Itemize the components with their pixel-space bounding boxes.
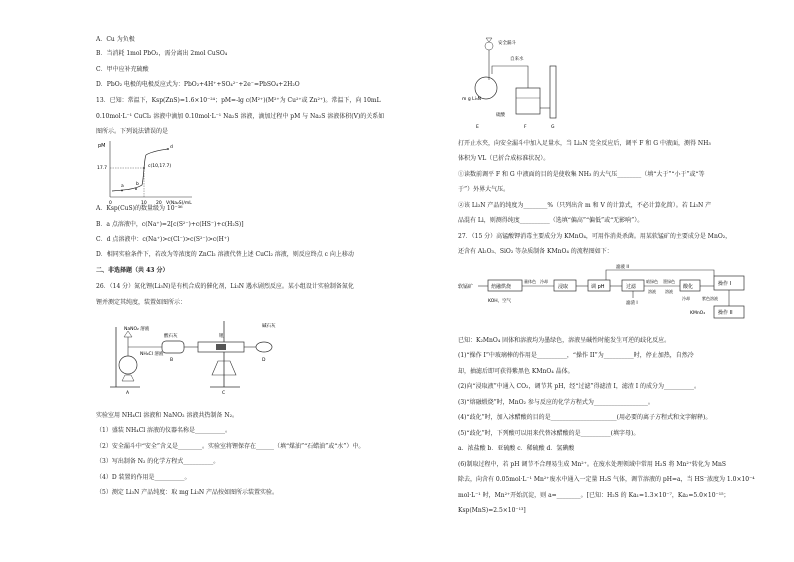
flow-label-5: 墨绿色 xyxy=(663,279,675,284)
q26-cont-3: 于”）外界大气压。 xyxy=(458,186,510,193)
graph-label-a: a xyxy=(121,184,124,189)
graph-label-c-annotation: c(10,17.7) xyxy=(148,164,172,169)
lithium-sample xyxy=(216,344,226,350)
graph-point-c xyxy=(143,167,145,169)
label-soda-lime: 碱石灰 xyxy=(262,324,276,329)
q12-option-c: C．甲中应补充硫酸 xyxy=(96,66,149,73)
q27-stem-line-2: 还含有 Al₂O₃、SiO₂ 等杂质制备 KMnO₄ 的流程图如下： xyxy=(458,248,613,255)
flow-label-4: 溶液 xyxy=(648,289,656,294)
flow-label-7: 冷却 xyxy=(682,296,690,301)
flask-e xyxy=(475,77,497,99)
q27-body-1: (1)“操作 I”中玻璃棒的作用是__________，“操作 II”为__________时，停止加热，自然冷 xyxy=(458,352,694,359)
q13-option-b: B．a 点溶液中，c(Na⁺)=2[c(S²⁻)+c(HS⁻)+c(H₂S)] xyxy=(96,221,244,228)
q26-cont-0: 打开止水夹，向安全漏斗中加入足量水，当 Li₃N 完全反应后，调平 F 和 G 中液面，测得 NH₃ xyxy=(458,140,711,147)
q27-stem-line-1: 27．（15 分）高锰酸钾消毒主要成分为 KMnO₄，可用作消炎杀菌。用某软锰矿的主要成分是 MnO₂， xyxy=(458,233,732,240)
q26-body-2: （2）安全漏斗中“安全”含义是________。实验室将锂保存在______（填“煤油”“石蜡油”或“水”）中。 xyxy=(96,443,365,450)
letter-e: E xyxy=(476,125,479,130)
label-sulfuric: 硫酸 xyxy=(496,113,505,118)
q12-option-b: B．当消耗 1mol PbO₂，需分离出 2mol CuSO₄ xyxy=(96,50,228,57)
q13-stem-line-3: 图所示。下列说法错误的是 xyxy=(96,128,169,135)
letter-a: A xyxy=(126,391,130,395)
q27-body-5: (4)“歧化”时，加入冰醋酸的目的是______________________(用必要的离子方程式和文字解释)。 xyxy=(458,414,712,421)
q26-cont-4: ②该 Li₃N 产品的纯度为________%（只列出含 m 和 V 的计算式，不必计算化简）。若 Li₃N 产 xyxy=(458,202,712,209)
q26-stem-line-2: 锂并测定其纯度，装置如图所示： xyxy=(96,299,187,306)
flow-label-6: 溶液 xyxy=(665,289,673,294)
graph-x-axis-label: V(Na₂S)/mL xyxy=(166,201,192,205)
safety-funnel-top xyxy=(486,38,492,42)
flow-input-koh: KOH、空气 xyxy=(488,299,512,304)
q27-body-6: (5)“歧化”时，下列酸可以用来代替冰醋酸的是__________(填字母)。 xyxy=(458,430,640,437)
bottle-f xyxy=(516,88,540,114)
q26-cont-1: 体积为 VL（已折合成标准状况）。 xyxy=(458,155,550,162)
label-water-clamp: 自来水 xyxy=(510,57,524,62)
flow-residue: 滤渣 I xyxy=(626,301,638,306)
letter-d: D xyxy=(262,358,266,363)
q26-body-0: 实验室用 NH₄Cl 溶液和 NaNO₂ 溶液共热制备 N₂。 xyxy=(96,412,238,419)
flow-box-acidify-label: 酸化 xyxy=(683,284,694,290)
burner-a xyxy=(122,375,134,381)
flow-label-3: 暗绿色 xyxy=(646,279,658,284)
q26-cont-2: ①读数前调平 F 和 G 中液面的目的是使收集 NH₃ 的大气压________（填“大于”“小于”或“等 xyxy=(458,171,705,178)
graph-y-tick: 17.7 xyxy=(97,166,108,171)
q27-body-3: (2)向“浸取液”中通入 CO₂，调节其 pH，经“过滤”得滤渣 I，滤渣 I 的成分为__________。 xyxy=(458,383,701,390)
flow-start: 软锰矿 xyxy=(458,284,474,290)
q27-body-7: a．浓盐酸 b．亚硫酸 c．稀硫酸 d．氢碘酸 xyxy=(458,445,575,452)
q26-body-3: （3）写出制备 N₂ 的化学方程式__________。 xyxy=(96,458,220,465)
q13-option-c: C．d 点溶液中：c(Na⁺)>c(Cl⁻)>c(S²⁻)>c(H⁺) xyxy=(96,236,230,243)
flow-box-ph-label: 调 pH xyxy=(591,284,605,290)
flow-box-op2-label: 操作 II xyxy=(718,310,733,316)
q26-cont-5: 品混有 Li，则测得纯度__________（选填“偏高”“偏低”或“无影响”）。 xyxy=(458,217,644,224)
graph-label-b: b xyxy=(136,182,139,187)
section-2-heading: 二、非选择题（共 43 分） xyxy=(96,267,169,274)
graph-x-tick-20: 20 xyxy=(156,201,162,205)
label-acid-lime: 酸石灰 xyxy=(164,334,178,339)
q27-body-8: (6)制取过程中，若 pH 调节不合理易生成 Mn²⁺。在废水处理领域中常用 H₂S 将 Mn²⁺转化为 MnS xyxy=(458,461,726,468)
q27-body-2: 却，抽滤后即可获得紫黑色 KMnO₄ 晶体。 xyxy=(458,368,574,375)
burette-g xyxy=(550,66,556,118)
label-sample: m g Li₃N xyxy=(462,97,482,102)
letter-c: C xyxy=(222,391,226,395)
flow-recycle-label: 滤液 II xyxy=(616,265,630,270)
q26-body-5: （5）测定 Li₃N 产品纯度：取 mg Li₃N 产品按如图所示装置实验。 xyxy=(96,489,279,496)
flow-label-8: 紫色溶液 xyxy=(702,296,718,301)
graph-point-d xyxy=(167,148,169,150)
ammonia-measuring-apparatus xyxy=(458,28,568,132)
kmno4-flowchart xyxy=(458,262,758,326)
graph-point-a xyxy=(121,190,123,192)
flask-a xyxy=(119,356,137,374)
drying-tube-d xyxy=(256,342,272,352)
q26-body-1: （1）盛装 NH₄Cl 溶液的仪器名称是__________。 xyxy=(96,427,232,434)
flow-box-fusion-label: 焙融烘烧 xyxy=(491,284,512,290)
graph-point-b xyxy=(135,188,137,190)
graph-label-d: d xyxy=(170,145,173,150)
q12-option-a: A．Cu 为负极 xyxy=(96,36,135,43)
q13-option-a: A．Ksp(CuS)的数量级为 10⁻³⁶ xyxy=(96,205,183,212)
q13-option-d: D．相同实验条件下，若改为等浓度的 ZnCl₂ 溶液代替上述 CuCl₂ 溶液，则反应终点 c 向上移动 xyxy=(96,251,354,258)
q27-body-0: 已知：K₂MnO₄ 固体和溶液均为墨绿色，溶液呈碱性时能发生可逆的歧化反应。 xyxy=(458,337,671,344)
q13-stem-line-1: 13．已知：常温下，Ksp(ZnS)=1.6×10⁻²⁴；pM=-lg c(M²⁺)(M²⁺为 Cu²⁺或 Zn²⁺)。常温下，向 10mL xyxy=(96,97,381,104)
flow-label-1: 冷却 xyxy=(540,279,548,284)
q27-body-4: (3)“熔融煅烧”时，MnO₂ 参与反应的化学方程式为__________________。 xyxy=(458,399,654,406)
flow-box-op1-label: 操作 I xyxy=(718,281,732,287)
lithium-nitride-apparatus xyxy=(106,315,306,395)
q27-body-11: Ksp(MnS)=2.5×10⁻¹³] xyxy=(458,507,526,514)
q27-body-10: mol·L⁻¹ 时，Mn²⁺开始沉淀，则 a=________。[已知：H₂S 的 Ka₁=1.3×10⁻⁷，Ka₂=5.0×10⁻¹⁵； xyxy=(458,492,730,499)
flow-kmno4: KMnO₄ xyxy=(690,311,706,316)
q12-option-d: D．PbO₂ 电极的电极反应式为：PbO₂+4H⁺+SO₄²⁻+2e⁻=PbSO₄+2H₂O xyxy=(96,81,300,88)
flow-box-filter-label: 过滤 xyxy=(626,284,637,290)
graph-y-axis-label: pM xyxy=(98,143,106,149)
letter-g: G xyxy=(551,125,555,130)
q26-body-4: （4）D 装置的作用是__________。 xyxy=(96,474,191,481)
pm-volume-graph xyxy=(96,137,196,205)
q26-stem-line-1: 26．（14 分）氮化锂(Li₃N)是有机合成的催化剂，Li₃N 遇水剧烈反应。某小组设计实验制备氮化 xyxy=(96,283,354,290)
label-nh4cl: NH₄Cl 溶液 xyxy=(140,352,164,357)
flow-box-leach-label: 浸取 xyxy=(558,284,569,290)
graph-x-tick-10: 10 xyxy=(141,201,147,205)
label-lithium: 锂 xyxy=(219,334,224,339)
q27-body-9: 除去，向含有 0.05mol·L⁻¹ Mn²⁺废水中通入一定量 H₂S 气体，调节溶液的 pH=a，当 HS⁻浓度为 1.0×10⁻⁴ xyxy=(458,476,755,483)
label-safety-funnel: 安全漏斗 xyxy=(498,41,516,46)
label-nano2: NaNO₂ 溶液 xyxy=(124,327,150,332)
letter-f: F xyxy=(524,125,527,130)
graph-x-tick-0: 0 xyxy=(109,201,112,205)
q13-stem-line-2: 0.10mol·L⁻¹ CuCl₂ 溶液中滴加 0.10mol·L⁻¹ Na₂S 溶液，滴加过程中 pM 与 Na₂S 溶液体积(V)的关系如 xyxy=(96,113,385,120)
letter-b: B xyxy=(170,358,174,363)
drying-tube-b xyxy=(162,341,184,353)
flow-label-0: 量体色 xyxy=(524,279,536,284)
